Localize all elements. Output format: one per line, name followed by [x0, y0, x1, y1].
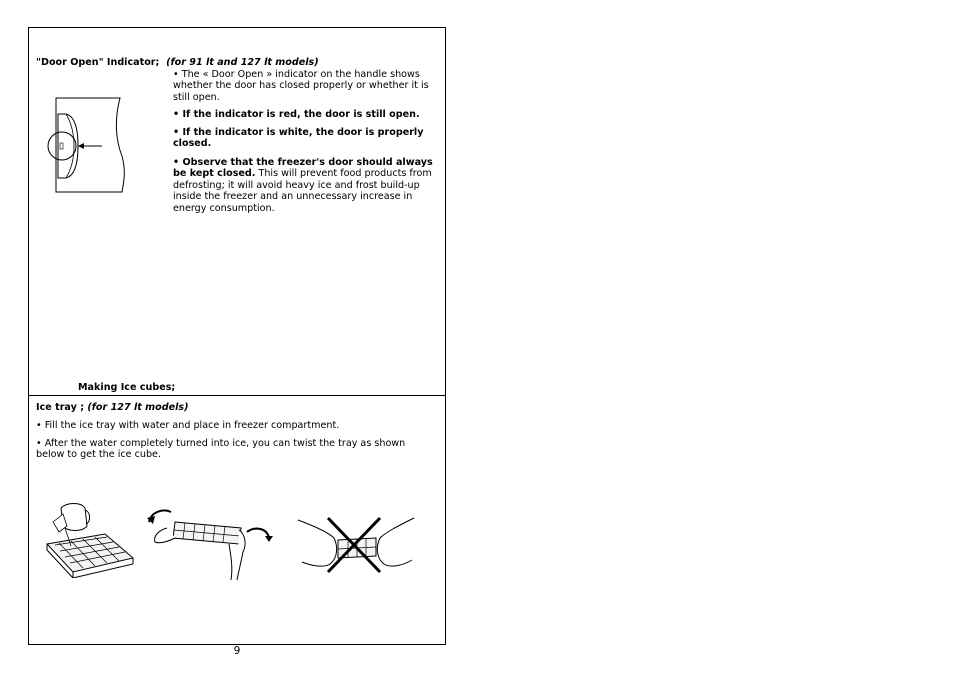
door-indicator-paragraph-1: • The « Door Open » indicator on the handle shows whether the door has closed properly or whether it is still open. [173, 69, 429, 103]
ice-tray-heading: Ice tray ; (for 127 lt models) [36, 402, 189, 413]
door-indicator-heading: "Door Open" Indicator; (for 91 lt and 127 lt models) [36, 57, 319, 68]
door-indicator-paragraph-3: • If the indicator is white, the door is properly closed. [173, 127, 424, 150]
fill-tray-illustration [43, 500, 135, 578]
page-number: 9 [233, 645, 241, 657]
door-indicator-paragraph-4: • Observe that the freezer's door should always be kept closed. This will prevent food products from defrosting; it will avoid heavy ice and frost build-up inside the freezer and an unnecessary increase in energy consumption. [173, 157, 433, 214]
incorrect-twist-illustration [294, 512, 418, 578]
ice-tray-paragraph-1: • Fill the ice tray with water and place in freezer compartment. [36, 420, 340, 431]
ice-tray-paragraph-2: • After the water completely turned into ice, you can twist the tray as shown below to get the ice cube. [36, 438, 406, 461]
section-divider [28, 395, 446, 396]
door-indicator-paragraph-2: • If the indicator is red, the door is still open. [173, 109, 420, 120]
twist-tray-illustration [145, 500, 275, 582]
making-ice-cubes-title: Making Ice cubes; [78, 382, 176, 393]
door-handle-illustration [44, 96, 128, 196]
